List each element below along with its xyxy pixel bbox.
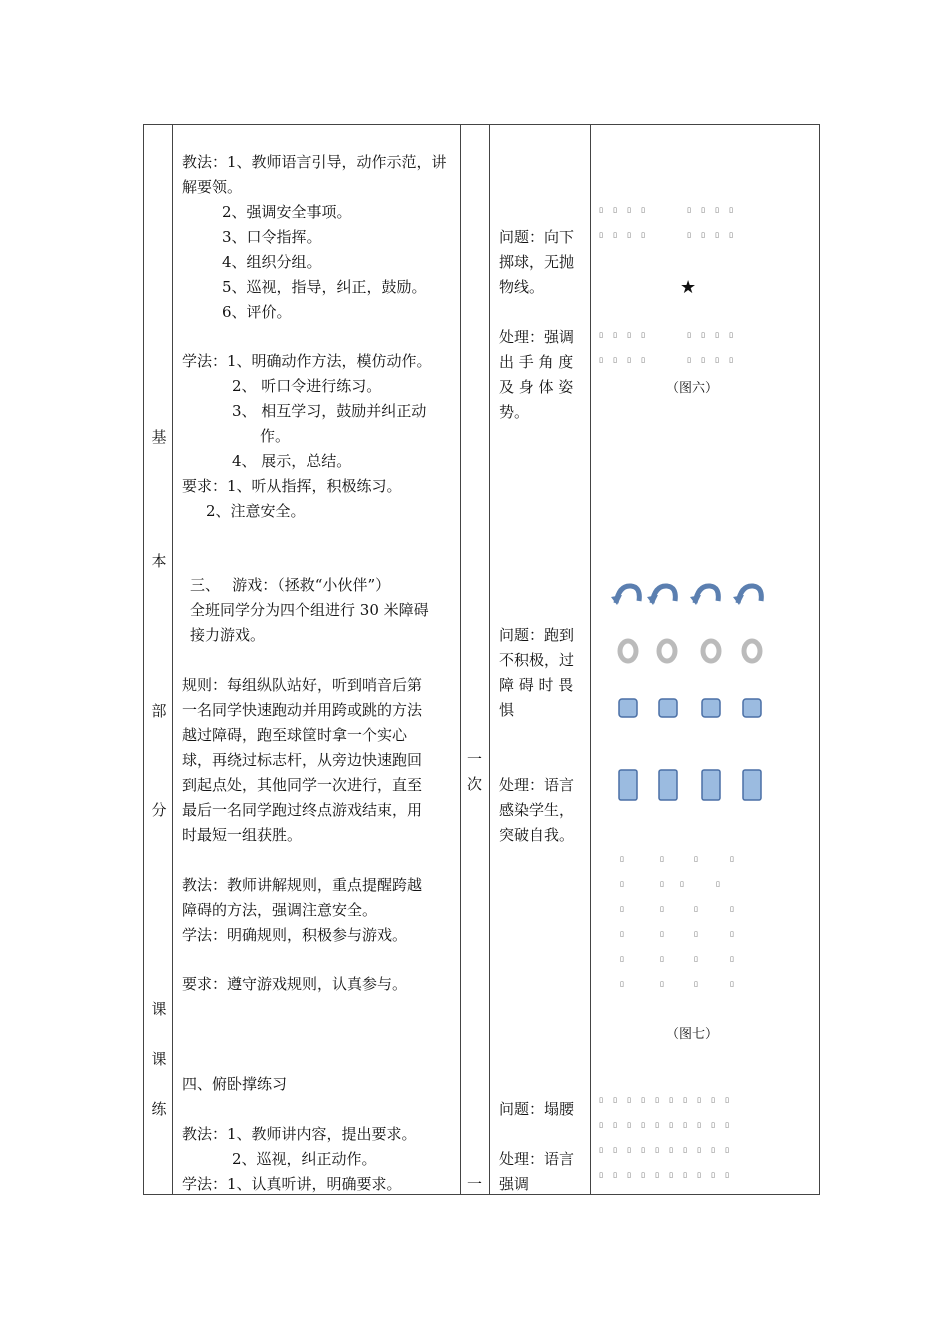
player-marker: ▯ [716, 880, 720, 888]
teach-method-item: 5、巡视，指导，纠正，鼓励。 [222, 278, 427, 296]
game-learn: 学法：明确规则，积极参与游戏。 [182, 926, 408, 944]
game-teach-line: 教法：教师讲解规则，重点提醒跨越 [182, 876, 423, 894]
player-row: ▯ ▯ ▯ ▯ [599, 206, 645, 214]
times-char: 一 [467, 750, 483, 768]
player-marker: ▯ [620, 855, 624, 863]
teach-method-item: 4、组织分组。 [222, 253, 322, 271]
teach-method-cont: 解要领。 [182, 178, 243, 196]
problem-line: 问题：跑到 [499, 626, 575, 644]
player-marker: ▯ [694, 955, 698, 963]
lesson-plan-table [143, 124, 820, 1195]
problem-line: 掷球，无抛 [499, 253, 575, 271]
ball-basket-icon [618, 698, 638, 718]
ball-basket-icon [742, 698, 762, 718]
player-row: ▯ ▯ ▯ ▯ [687, 356, 733, 364]
learn-method-item: 作。 [260, 427, 291, 445]
require-item: 2、注意安全。 [206, 502, 306, 520]
player-marker: ▯ [694, 980, 698, 988]
section-char: 部 [151, 702, 167, 720]
game-desc: 接力游戏。 [190, 626, 266, 644]
player-marker: ▯ [620, 880, 624, 888]
player-row: ▯ ▯ ▯ ▯ [599, 356, 645, 364]
hurdle-obstacle-icon [658, 769, 678, 801]
problem-line: 物线。 [499, 278, 545, 296]
player-row: ▯ ▯ ▯ ▯ ▯ ▯ ▯ ▯ ▯ ▯ [599, 1121, 729, 1129]
player-marker: ▯ [730, 930, 734, 938]
hurdle-obstacle-icon [618, 769, 638, 801]
solution-line: 出 手 角 度 [499, 353, 574, 371]
figure-6-caption: （图六） [666, 381, 719, 396]
teacher-star-icon: ★ [680, 277, 697, 298]
section-char: 课 [151, 1000, 167, 1018]
solution-line: 及 身 体 姿 [499, 378, 574, 396]
player-marker: ▯ [694, 930, 698, 938]
game-require: 要求：遵守游戏规则，认真参与。 [182, 975, 408, 993]
section-char: 本 [151, 552, 167, 570]
player-marker: ▯ [660, 880, 664, 888]
solution-line: 突破自我。 [499, 826, 575, 844]
game-rule-line: 到起点处，其他同学一次进行，直至 [182, 776, 423, 794]
pushup-teach: 2、巡视，纠正动作。 [232, 1150, 377, 1168]
game-rule-line: 一名同学快速跑动并用跨或跳的方法 [182, 701, 423, 719]
ball-basket-icon [658, 698, 678, 718]
solution-line: 处理：语言 [499, 1150, 575, 1168]
learn-method-item: 2、 听口令进行练习。 [232, 377, 382, 395]
require-head: 要求：1、听从指挥，积极练习。 [182, 477, 402, 495]
player-marker: ▯ [660, 855, 664, 863]
column-divider [460, 125, 461, 1194]
problem-line: 问题：向下 [499, 228, 575, 246]
solution-line: 势。 [499, 403, 530, 421]
game-rule-line: 球，再绕过标志杆，从旁边快速跑回 [182, 751, 423, 769]
player-marker: ▯ [620, 980, 624, 988]
learn-method-head: 学法：1、明确动作方法，模仿动作。 [182, 352, 432, 370]
player-row: ▯ ▯ ▯ ▯ [599, 231, 645, 239]
solution-line: 感染学生， [499, 801, 575, 819]
teach-method-item: 6、评价。 [222, 303, 292, 321]
solution-line: 强调 [499, 1175, 530, 1193]
ball-basket-icon [701, 698, 721, 718]
player-marker: ▯ [680, 880, 684, 888]
player-row: ▯ ▯ ▯ ▯ [687, 331, 733, 339]
ring-obstacle-icon [700, 638, 722, 664]
learn-method-item: 4、 展示，总结。 [232, 452, 352, 470]
hurdle-obstacle-icon [742, 769, 762, 801]
problem-line: 惧 [499, 701, 515, 719]
player-marker: ▯ [730, 955, 734, 963]
hurdle-obstacle-icon [701, 769, 721, 801]
player-marker: ▯ [730, 980, 734, 988]
game-rule-line: 时最短一组获胜。 [182, 826, 303, 844]
player-row: ▯ ▯ ▯ ▯ ▯ ▯ ▯ ▯ ▯ ▯ [599, 1146, 729, 1154]
section-char: 分 [151, 801, 167, 819]
player-marker: ▯ [660, 930, 664, 938]
solution-line: 处理：语言 [499, 776, 575, 794]
player-marker: ▯ [660, 980, 664, 988]
player-marker: ▯ [730, 905, 734, 913]
pushup-title: 四、俯卧撑练习 [182, 1075, 288, 1093]
solution-line: 处理：强调 [499, 328, 575, 346]
column-divider [590, 125, 591, 1194]
game-rule-line: 越过障碍，跑至球筐时拿一个实心 [182, 726, 408, 744]
player-marker: ▯ [730, 855, 734, 863]
player-marker: ▯ [694, 855, 698, 863]
player-marker: ▯ [660, 955, 664, 963]
player-marker: ▯ [620, 955, 624, 963]
player-row: ▯ ▯ ▯ ▯ [599, 331, 645, 339]
problem-line: 不积极，过 [499, 651, 575, 669]
column-divider [489, 125, 490, 1194]
turn-arrow-icon [690, 583, 724, 607]
game-title: 三、 游戏：（拯救“小伙伴”） [190, 576, 391, 594]
player-marker: ▯ [620, 905, 624, 913]
turn-arrow-icon [733, 583, 767, 607]
ring-obstacle-icon [656, 638, 678, 664]
section-char: 课 [151, 1050, 167, 1068]
problem-line: 障 碍 时 畏 [499, 676, 574, 694]
player-marker: ▯ [620, 930, 624, 938]
learn-method-item: 3、 相互学习，鼓励并纠正动 [232, 402, 427, 420]
figure-7-caption: （图七） [666, 1027, 719, 1042]
game-teach-line: 障碍的方法，强调注意安全。 [182, 901, 378, 919]
player-marker: ▯ [660, 905, 664, 913]
ring-obstacle-icon [617, 638, 639, 664]
times-char: 一 [467, 1175, 483, 1193]
player-row: ▯ ▯ ▯ ▯ [687, 206, 733, 214]
section-char: 练 [151, 1100, 167, 1118]
pushup-teach: 教法：1、教师讲内容，提出要求。 [182, 1125, 417, 1143]
player-row: ▯ ▯ ▯ ▯ ▯ ▯ ▯ ▯ ▯ ▯ [599, 1096, 729, 1104]
teach-method-item: 3、口令指挥。 [222, 228, 322, 246]
turn-arrow-icon [611, 583, 645, 607]
teach-method-item: 2、强调安全事项。 [222, 203, 352, 221]
problem-line: 问题：塌腰 [499, 1100, 575, 1118]
player-marker: ▯ [694, 905, 698, 913]
teach-method-head: 教法：1、教师语言引导，动作示范，讲 [182, 153, 447, 171]
game-desc: 全班同学分为四个组进行 30 米障碍 [190, 601, 429, 619]
times-char: 次 [467, 775, 483, 793]
column-divider [172, 125, 173, 1194]
game-rule-line: 规则：每组纵队站好，听到哨音后第 [182, 676, 423, 694]
player-row: ▯ ▯ ▯ ▯ [687, 231, 733, 239]
game-rule-line: 最后一名同学跑过终点游戏结束，用 [182, 801, 423, 819]
player-row: ▯ ▯ ▯ ▯ ▯ ▯ ▯ ▯ ▯ ▯ [599, 1171, 729, 1179]
pushup-learn: 学法：1、认真听讲，明确要求。 [182, 1175, 402, 1193]
turn-arrow-icon [647, 583, 681, 607]
ring-obstacle-icon [741, 638, 763, 664]
section-char: 基 [151, 428, 167, 446]
